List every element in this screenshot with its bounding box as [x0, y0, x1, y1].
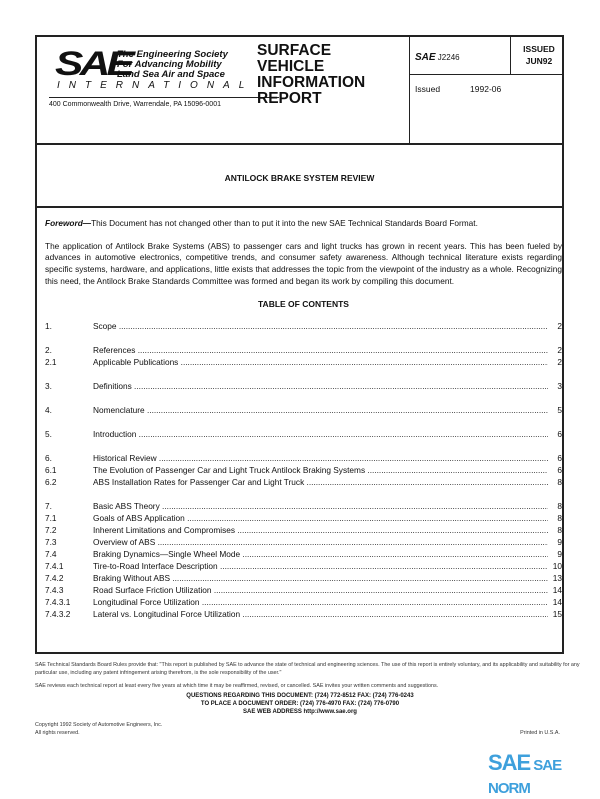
address: 400 Commonwealth Drive, Warrendale, PA 15096-0001 [49, 97, 279, 108]
toc-entry-label: References ..... [93, 344, 548, 356]
toc-entry-num: 6.2 [45, 477, 57, 488]
toc-group [45, 500, 562, 620]
toc-entry-label: Overview of ABS ..... [93, 536, 548, 548]
toc-entry-num: 7.4.3.1 [45, 597, 71, 608]
toc-entry-num: 7.4.1 [45, 561, 64, 572]
toc-entry-num: 7. [45, 501, 52, 512]
toc-entry-label: Braking Dynamics—Single Wheel Mode ..... [93, 548, 548, 560]
toc-group [45, 320, 562, 332]
issued-date-row [415, 84, 501, 94]
toc-entry[interactable] [45, 452, 562, 464]
sae-logo-mark: SAE [55, 45, 132, 83]
copyright-text: Copyright 1992 Society of Automotive Engineers, Inc. [35, 722, 163, 728]
toc-entry-page: 8 [557, 525, 562, 536]
toc-entry-page: 2 [557, 345, 562, 356]
web-line: SAE WEB ADDRESS http://www.sae.org [243, 709, 357, 715]
header [37, 37, 562, 145]
toc-entry[interactable] [45, 344, 562, 356]
document-number [415, 52, 460, 63]
doc-number: J2246 [437, 53, 460, 62]
toc-entry[interactable] [45, 596, 562, 608]
toc-entry-num: 7.4.2 [45, 573, 64, 584]
doc-type-line: INFORMATION [257, 74, 366, 91]
toc-group [45, 344, 562, 368]
toc-entry-num: 3. [45, 381, 52, 392]
toc-entry[interactable] [45, 560, 562, 572]
toc-entry-num: 7.4 [45, 549, 57, 560]
issued-code: JUN92 [525, 56, 553, 66]
toc-entry[interactable] [45, 572, 562, 584]
sae-small-logo: SAE [415, 52, 436, 63]
toc-group [45, 428, 562, 440]
toc-entry-page: 15 [552, 609, 562, 620]
toc-entry-label: ABS Installation Rates for Passenger Car and Light Truck ..... [93, 476, 548, 488]
toc-entry-page: 14 [552, 585, 562, 596]
toc-entry-page: 2 [557, 357, 562, 368]
contact-info [0, 692, 600, 716]
doc-type-line: REPORT [257, 90, 322, 107]
toc-entry-label: Historical Review ..... [93, 452, 548, 464]
document-title: ANTILOCK BRAKE SYSTEM REVIEW [224, 173, 375, 183]
divider [510, 37, 511, 74]
toc-entry-label: Lateral vs. Longitudinal Force Utilization ..... [93, 608, 548, 620]
footer-review: SAE reviews each technical report at least every five years at which time it may be reaffirmed, revised, or cancelled. SAE invites your written comments and suggestions. [35, 683, 439, 689]
toc-entry[interactable] [45, 428, 562, 440]
toc-entry[interactable] [45, 476, 562, 488]
toc-entry-page: 5 [557, 405, 562, 416]
toc-entry-page: 8 [557, 477, 562, 488]
toc-entry-label: Braking Without ABS ..... [93, 572, 548, 584]
order-line: TO PLACE A DOCUMENT ORDER: (724) 776-4970 FAX: (724) 776-0790 [200, 701, 400, 707]
rights-text: All rights reserved. [35, 730, 80, 736]
toc-entry[interactable] [45, 320, 562, 332]
toc-group [45, 404, 562, 416]
toc-entry-page: 13 [552, 573, 562, 584]
tagline-line: For Advancing Mobility [117, 59, 222, 70]
watermark-logo: SAE [488, 750, 531, 775]
toc-entry[interactable] [45, 608, 562, 620]
footer-rules: SAE Technical Standards Board Rules provide that: "This report is published by SAE to advance the state of technical and engineering sciences. The use of this report is entirely voluntary, and its applicability and suitability for any particular use, including any patent infringement arising therefrom, is the sole responsibility of the user." [35, 662, 580, 676]
toc-entry[interactable] [45, 512, 562, 524]
printed-in: Printed in U.S.A. [520, 730, 560, 736]
divider [409, 74, 562, 75]
toc-entry-num: 6.1 [45, 465, 57, 476]
foreword-text: This Document has not changed other than to put it into the new SAE Technical Standards Board Format. [91, 218, 478, 228]
doc-type-line: VEHICLE [257, 58, 325, 75]
toc-entry-num: 7.2 [45, 525, 57, 536]
toc-group [45, 452, 562, 488]
toc-entry-num: 6. [45, 453, 52, 464]
toc-entry-page: 10 [552, 561, 562, 572]
toc-title: TABLE OF CONTENTS [258, 298, 349, 309]
toc-entry-label: Nomenclature ..... [93, 404, 548, 416]
copyright [35, 721, 582, 737]
toc-entry-num: 1. [45, 321, 52, 332]
toc-entry-page: 14 [552, 597, 562, 608]
issued-date: 1992-06 [470, 84, 502, 94]
toc-entry-num: 7.1 [45, 513, 57, 524]
issued-label: ISSUED [523, 44, 555, 54]
toc-entry-page: 8 [557, 501, 562, 512]
toc-entry-num: 7.4.3.2 [45, 609, 71, 620]
toc-entry-page: 6 [557, 429, 562, 440]
toc-entry[interactable] [45, 524, 562, 536]
tagline [117, 50, 228, 80]
tagline-line: Land Sea Air and Space [117, 69, 225, 80]
toc-entry-num: 5. [45, 429, 52, 440]
toc-entry-label: Introduction ..... [93, 428, 548, 440]
toc-entry-label: Applicable Publications ..... [93, 356, 548, 368]
tagline-line: The Engineering Society [117, 49, 228, 60]
toc-entry-label: Goals of ABS Application ..... [93, 512, 548, 524]
toc-entry-num: 2.1 [45, 357, 57, 368]
divider [409, 37, 410, 143]
toc-entry-label: Basic ABS Theory ..... [93, 500, 548, 512]
toc-entry[interactable] [45, 536, 562, 548]
questions-line: QUESTIONS REGARDING THIS DOCUMENT: (724) 772-8512 FAX: (724) 776-0243 [186, 693, 414, 699]
toc-entry-page: 3 [557, 381, 562, 392]
toc-entry-page: 6 [557, 465, 562, 476]
toc-entry[interactable] [45, 356, 562, 368]
toc-entry[interactable] [45, 404, 562, 416]
toc-entry-page: 2 [557, 321, 562, 332]
toc-entry-label: Definitions ..... [93, 380, 548, 392]
toc-entry-page: 8 [557, 513, 562, 524]
toc-entry-label: Inherent Limitations and Compromises ..... [93, 524, 548, 536]
intro-paragraph: The application of Antilock Brake Systems (ABS) to passenger cars and light trucks has grown in recent years. This has been fueled by advances in automotive electronics, competitive trends, and consumer safety awareness. Although technical literature exists regarding specific systems, hardware, and applications, little exists that addresses the topic from the viewpoint of the industry as a whole. Recognizing this need, the Antilock Brake Standards Committee was formed and began its work by compiling this document. [45, 240, 562, 286]
table-of-contents [45, 320, 562, 620]
toc-entry-num: 7.4.3 [45, 585, 64, 596]
toc-entry[interactable] [45, 548, 562, 560]
toc-entry-page: 9 [557, 537, 562, 548]
toc-entry-page: 6 [557, 453, 562, 464]
issued-box [513, 43, 565, 67]
watermark-text: SAE NORM [488, 757, 562, 797]
toc-entry-label: Longitudinal Force Utilization ..... [93, 596, 548, 608]
toc-entry-label: Scope ..... [93, 320, 548, 332]
sae-norm-watermark [488, 750, 600, 799]
international-text: INTERNATIONAL [57, 80, 254, 91]
toc-group [45, 380, 562, 392]
toc-entry-label: Tire-to-Road Interface Description ..... [93, 560, 548, 572]
foreword [45, 218, 562, 230]
toc-entry[interactable] [45, 500, 562, 512]
toc-entry-label: Road Surface Friction Utilization ..... [93, 584, 548, 596]
title-row [37, 143, 562, 208]
toc-entry-num: 2. [45, 345, 52, 356]
document-body [45, 218, 562, 632]
toc-entry-page: 9 [557, 549, 562, 560]
toc-entry[interactable] [45, 464, 562, 476]
issued-text: Issued [415, 84, 441, 94]
document-type [257, 43, 365, 107]
toc-entry-num: 7.3 [45, 537, 57, 548]
toc-entry-num: 4. [45, 405, 52, 416]
toc-entry-label: The Evolution of Passenger Car and Light Truck Antilock Braking Systems ..... [93, 464, 548, 476]
foreword-label: Foreword— [45, 218, 92, 228]
toc-entry[interactable] [45, 380, 562, 392]
doc-type-line: SURFACE [257, 42, 332, 59]
toc-entry[interactable] [45, 584, 562, 596]
